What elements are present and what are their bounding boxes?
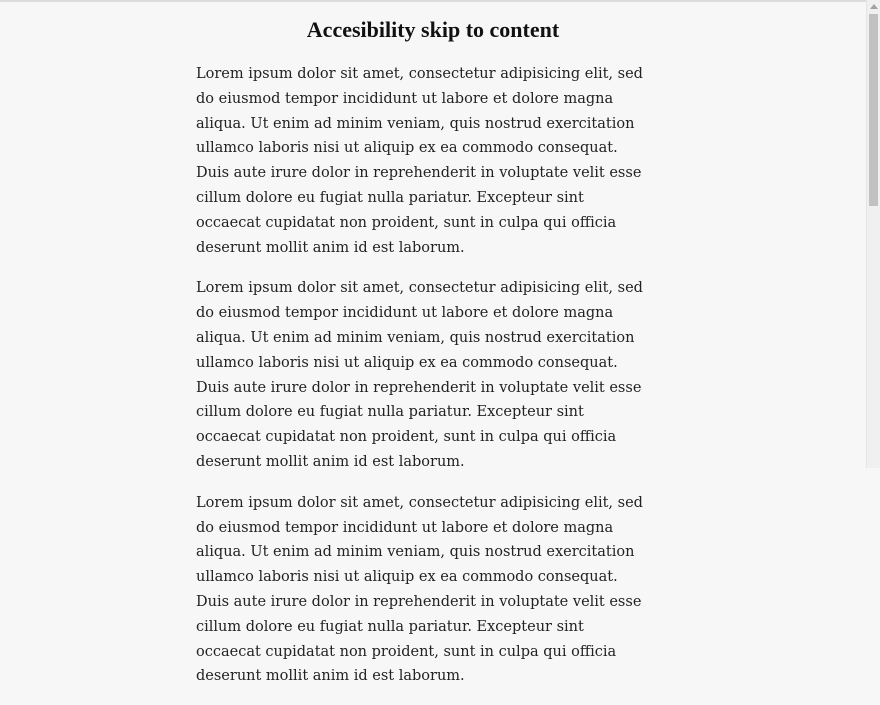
- paragraph-3: Lorem ipsum dolor sit amet, consectetur adipisicing elit, sed do eiusmod tempor incididunt ut labore et dolore magna aliqua. Ut enim ad minim veniam, quis nostrud exercitation ullamco laboris nisi ut aliquip ex ea commodo consequat. Duis aute irure dolor in reprehenderit in voluptate velit esse cillum dolore eu fugiat nulla pariatur. Excepteur sint occaecat cupidatat non proident, sunt in culpa qui officia deserunt mollit anim id est laborum.: [196, 494, 643, 685]
- paragraph-2: Lorem ipsum dolor sit amet, consectetur adipisicing elit, sed do eiusmod tempor incididunt ut labore et dolore magna aliqua. Ut enim ad minim veniam, quis nostrud exercitation ullamco laboris nisi ut aliquip ex ea commodo consequat. Duis aute irure dolor in reprehenderit in voluptate velit esse cillum dolore eu fugiat nulla pariatur. Excepteur sint occaecat cupidatat non proident, sunt in culpa qui officia deserunt mollit anim id est laborum.: [196, 280, 643, 470]
- article-body: [196, 62, 648, 705]
- scrollbar-thumb[interactable]: [869, 14, 878, 206]
- vertical-scrollbar[interactable]: [866, 0, 880, 468]
- scroll-up-arrow-icon[interactable]: [870, 4, 878, 9]
- page-title: Accesibility skip to content: [306, 17, 560, 42]
- paragraph-1: Lorem ipsum dolor sit amet, consectetur adipisicing elit, sed do eiusmod tempor incididunt ut labore et dolore magna aliqua. Ut enim ad minim veniam, quis nostrud exercitation ullamco laboris nisi ut aliquip ex ea commodo consequat. Duis aute irure dolor in reprehenderit in voluptate velit esse cillum dolore eu fugiat nulla pariatur. Excepteur sint occaecat cupidatat non proident, sunt in culpa qui officia deserunt mollit anim id est laborum.: [196, 66, 643, 256]
